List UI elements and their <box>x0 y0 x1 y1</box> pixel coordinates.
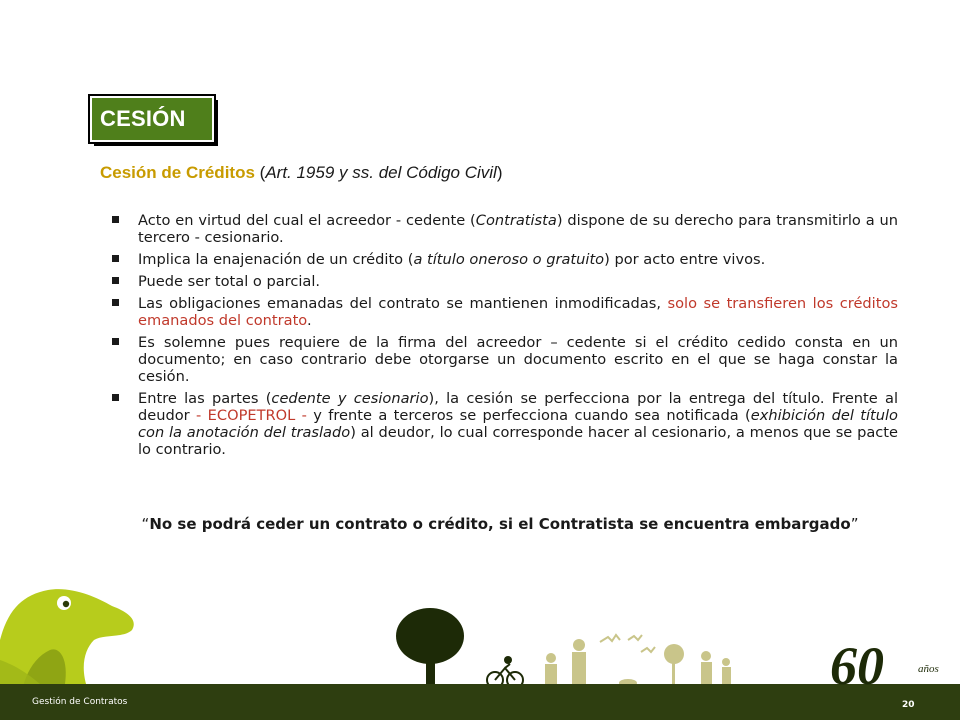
bullet-text: Las obligaciones emanadas del contrato se mantienen inmodificadas, <box>138 295 668 312</box>
bullet-italic: a título oneroso o gratuito <box>413 251 605 268</box>
page-number: 20 <box>902 700 915 710</box>
small-tree-icon <box>664 644 684 686</box>
birds-icon <box>600 635 655 652</box>
subtitle-open-paren: ( <box>254 163 266 182</box>
quote-open-mark: “ <box>141 515 150 533</box>
people-icon <box>545 639 731 686</box>
bullet-text: Puede ser total o parcial. <box>138 273 321 290</box>
bullet-text: Acto en virtud del cual el acreedor - cedente ( <box>138 212 476 229</box>
bullet-text: Implica la enajenación de un crédito ( <box>138 251 414 268</box>
quote-close-mark: ” <box>850 515 859 533</box>
bullet-italic: exhibición del título con la anotación del traslado <box>138 407 898 441</box>
subtitle-close-paren: ) <box>496 163 503 182</box>
bullet-text: ), la cesión se perfecciona por la entrega del título. Frente al deudor <box>138 390 898 424</box>
logo-word: años <box>918 663 939 675</box>
bullet-text: . <box>306 312 312 329</box>
bullet-text: y frente a terceros se perfecciona cuando sea notificada ( <box>306 407 751 424</box>
tree-icon <box>396 608 464 688</box>
footer-bar <box>0 684 960 720</box>
footer-label: Gestión de Contratos <box>32 697 128 707</box>
bullet-text: ) por acto entre vivos. <box>604 251 766 268</box>
slide-title: CESIÓN <box>100 106 186 131</box>
subtitle-keyword: Cesión de Créditos <box>100 163 255 182</box>
quote-text: No se podrá ceder un contrato o crédito, si el Contratista se encuentra embargado <box>149 515 851 533</box>
bullet-highlight: solo se transfieren los créditos emanados del contrato <box>138 295 898 329</box>
bullet-italic: cedente y cesionario <box>271 390 429 407</box>
bullet-text: ) dispone de su derecho para transmitirlo a un tercero - cesionario. <box>138 212 898 246</box>
bullet-italic: Contratista <box>475 212 557 229</box>
bullet-text: ) al deudor, lo cual corresponde hacer al cesionario, a menos que se pacte lo contrario. <box>138 424 899 458</box>
cyclist-icon <box>487 656 523 688</box>
bullet-highlight: - ECOPETROL - <box>196 407 307 424</box>
bullet-text: Entre las partes ( <box>138 390 272 407</box>
logo-number: 60 <box>830 636 884 696</box>
subtitle-reference: Art. 1959 y ss. del Código Civil <box>265 163 497 182</box>
bullet-text: Es solemne pues requiere de la firma del acreedor – cedente si el crédito cedido consta en un documento; en caso contrario debe otorgarse un documento escrito en el que se haga constar la cesión. <box>138 334 898 385</box>
